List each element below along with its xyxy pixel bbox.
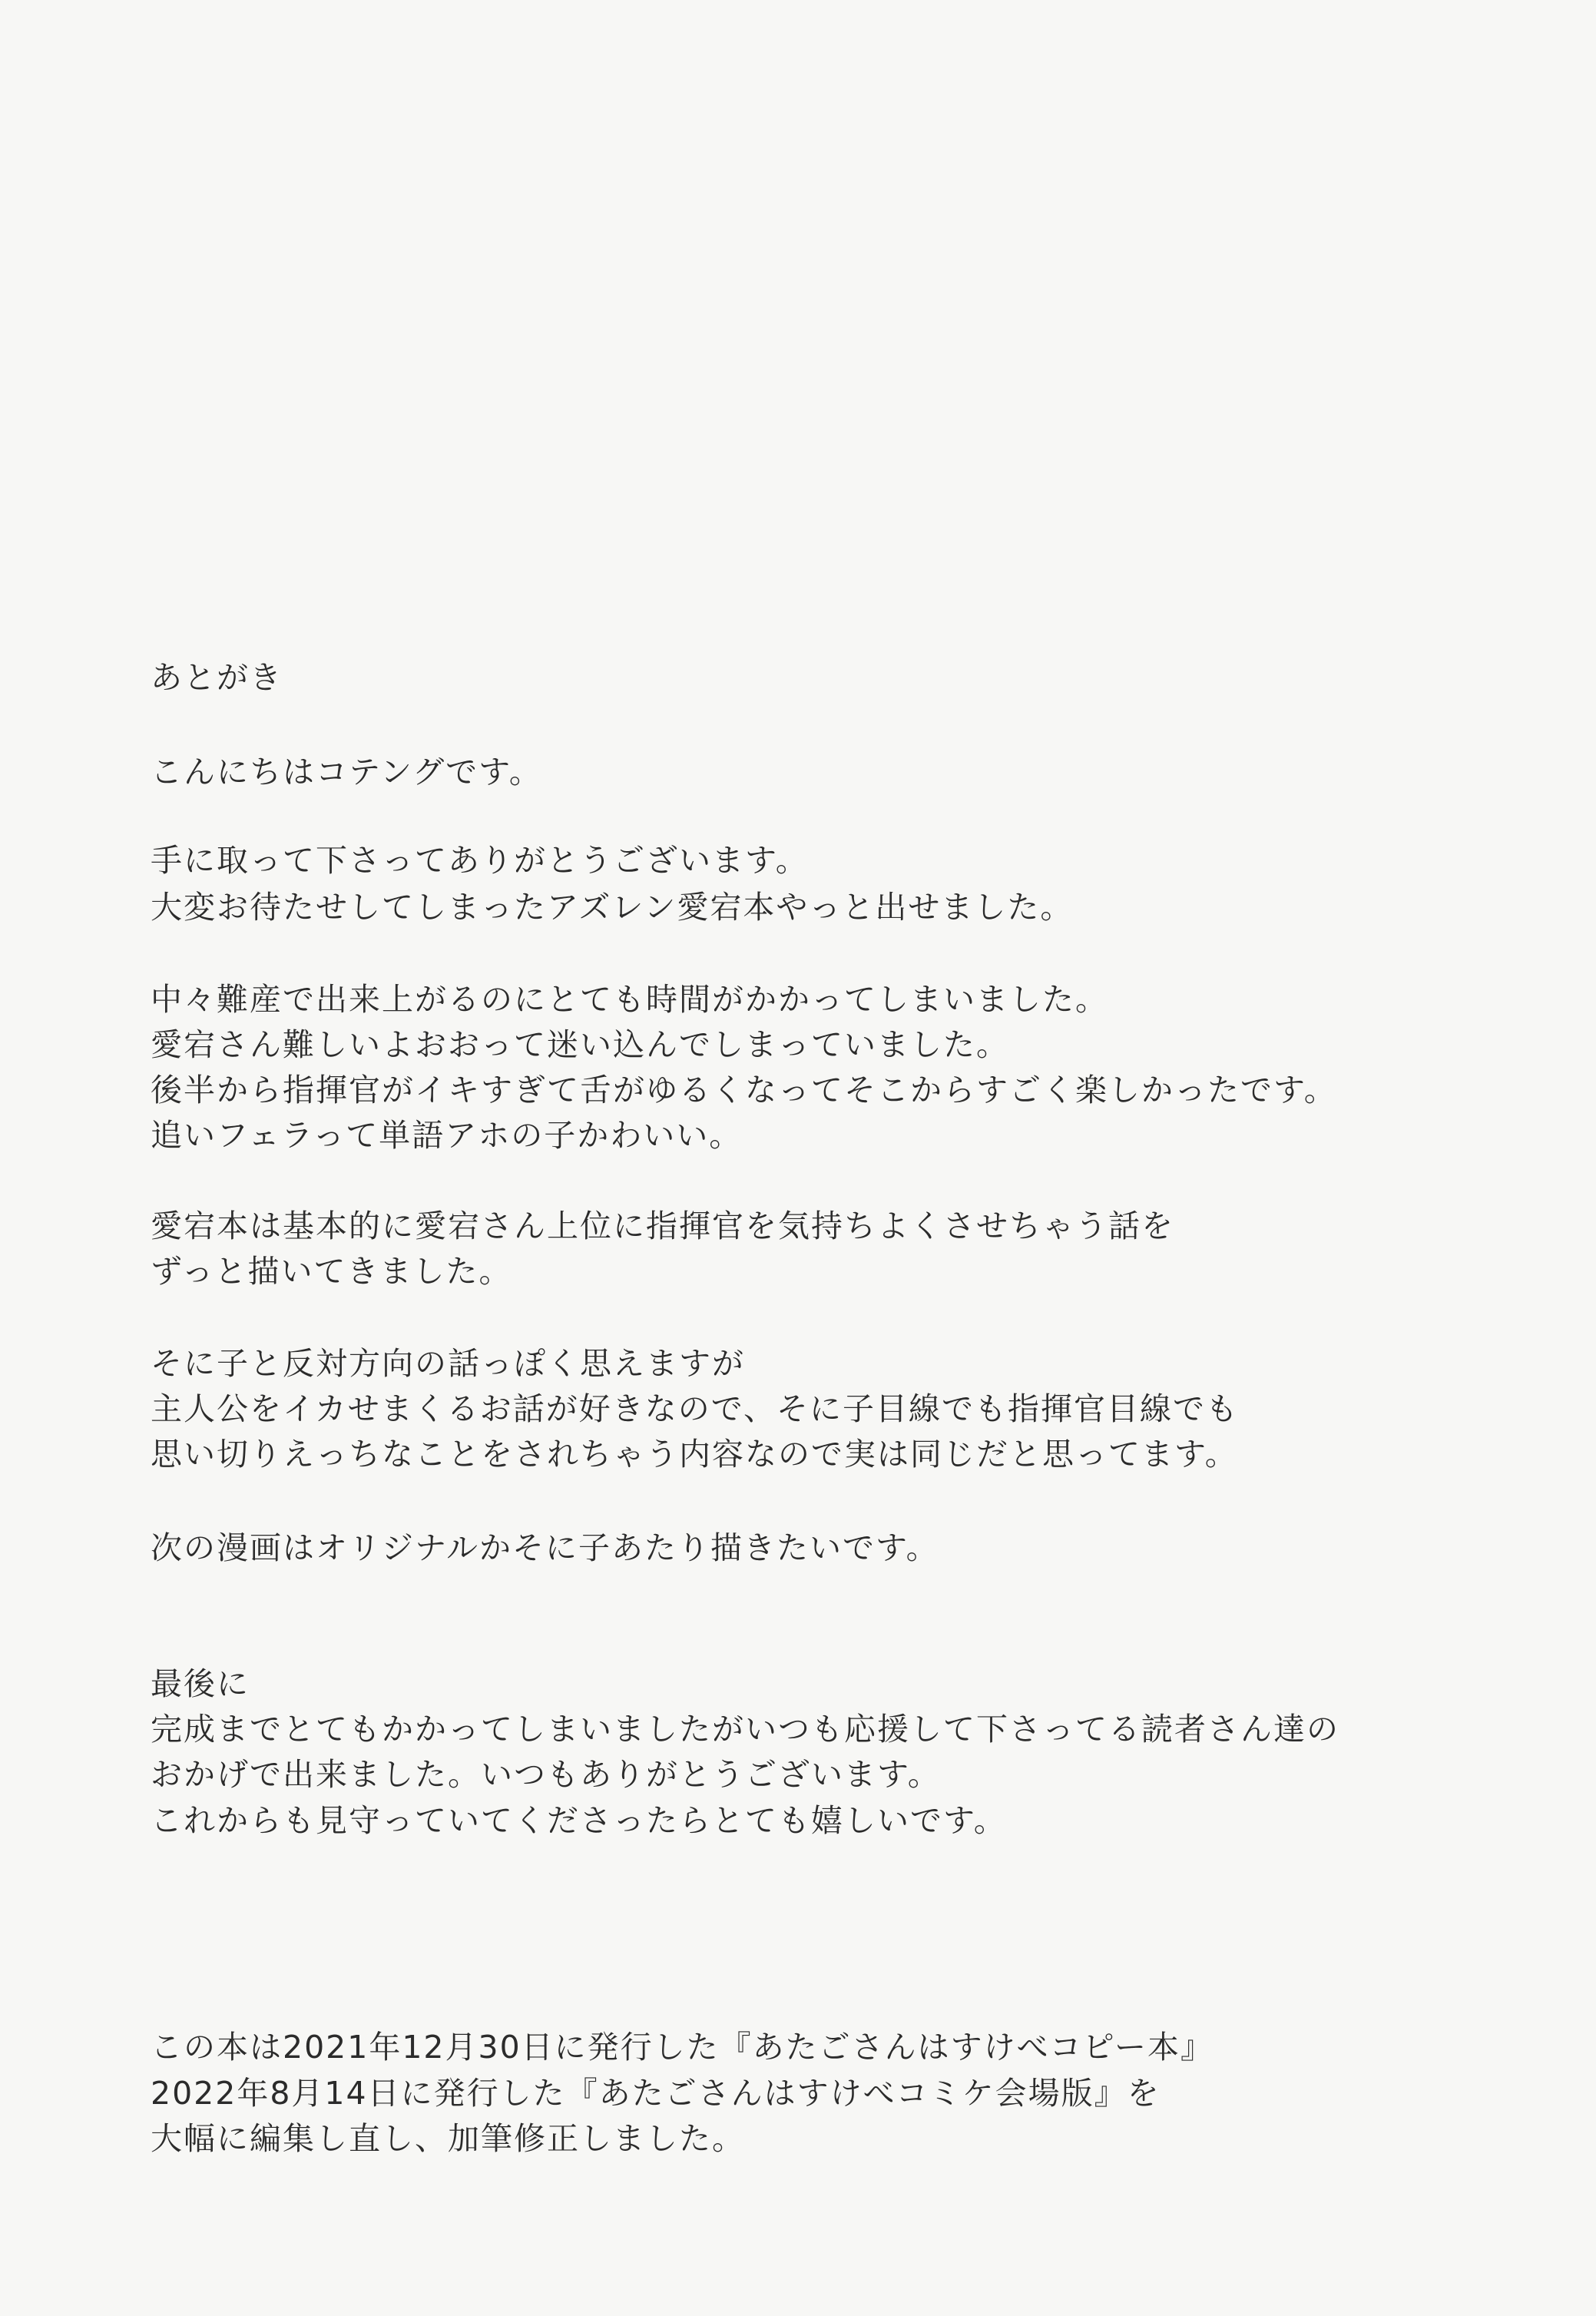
contrast-line-3: 思い切りえっちなことをされちゃう内容なので実は同じだと思ってます。 (151, 1436, 1238, 1473)
closing-line-2: 完成までとてもかかってしまいましたがいつも応援して下さってる読者さん達の (151, 1711, 1339, 1748)
themes-line-2: ずっと描いてきました。 (151, 1253, 512, 1290)
next-manga-line: 次の漫画はオリジナルかそに子あたり描きたいです。 (151, 1529, 939, 1566)
afterword-heading: あとがき (151, 659, 283, 696)
closing-line-4: これからも見守っていてくださったらとても嬉しいです。 (151, 1802, 1007, 1839)
closing-line-3: おかげで出来ました。いつもありがとうございます。 (151, 1756, 941, 1793)
making-line-4: 追いフェラって単語アホの子かわいい。 (151, 1117, 743, 1154)
closing-line-1: 最後に (151, 1665, 250, 1702)
making-line-1: 中々難産で出来上がるのにとても時間がかかってしまいました。 (151, 981, 1108, 1018)
making-line-2: 愛宕さん難しいよおおって迷い込んでしまっていました。 (151, 1026, 1009, 1063)
contrast-line-2: 主人公をイカせまくるお話が好きなので、そに子目線でも指揮官目線でも (151, 1390, 1239, 1427)
thanks-line-2: 大変お待たせしてしまったアズレン愛宕本やっと出せました。 (151, 889, 1074, 926)
contrast-line-1: そに子と反対方向の話っぽく思えますが (151, 1345, 745, 1382)
publication-note-line-1: この本は2021年12月30日に発行した『あたごさんはすけべコピー本』 (151, 2029, 1214, 2066)
publication-note-line-2: 2022年8月14日に発行した『あたごさんはすけべコミケ会場版』を (151, 2075, 1161, 2112)
publication-note-line-3: 大幅に編集し直し、加筆修正しました。 (151, 2120, 745, 2157)
making-line-3: 後半から指揮官がイキすぎて舌がゆるくなってそこからすごく楽しかったです。 (151, 1072, 1337, 1108)
greeting-line: こんにちはコテングです。 (151, 754, 542, 790)
themes-line-1: 愛宕本は基本的に愛宕さん上位に指揮官を気持ちよくさせちゃう話を (151, 1208, 1174, 1244)
thanks-line-1: 手に取って下さってありがとうございます。 (151, 842, 809, 879)
